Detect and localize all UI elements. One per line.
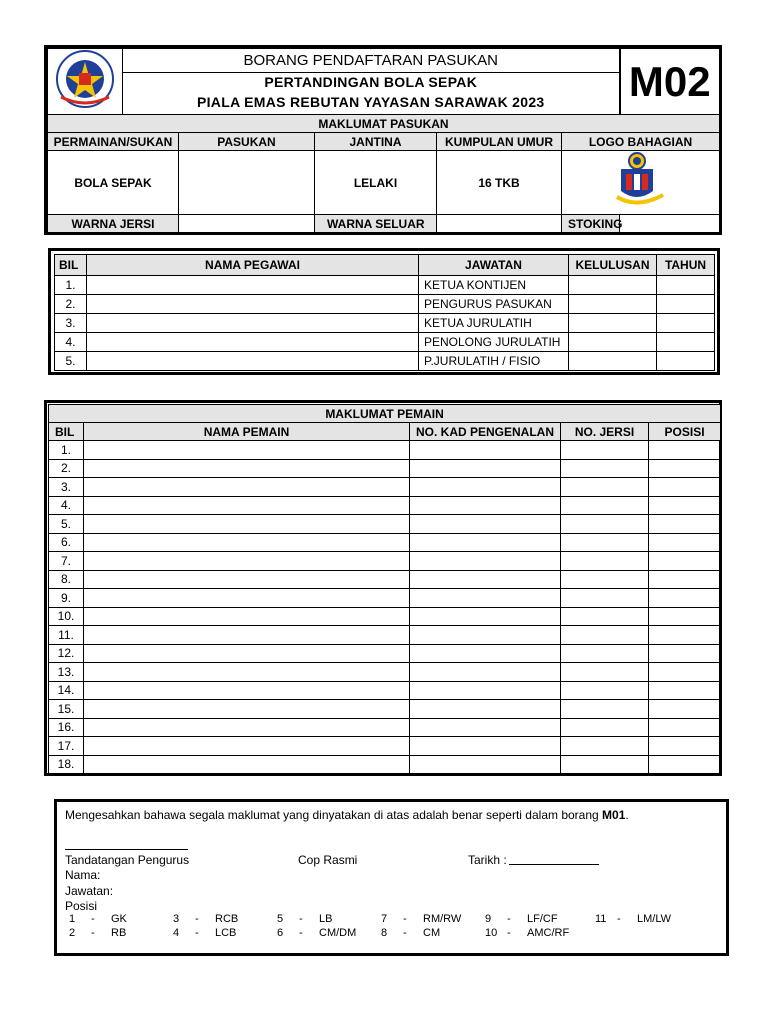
player-jersey-no-field[interactable]	[561, 478, 649, 497]
socks-field[interactable]	[620, 215, 720, 233]
position-dash: -	[91, 927, 95, 939]
player-name-field[interactable]	[84, 755, 410, 774]
player-jersey-no-field[interactable]	[561, 552, 649, 571]
player-jersey-no-field[interactable]	[561, 755, 649, 774]
player-jersey-no-field[interactable]	[561, 626, 649, 645]
player-row	[49, 478, 721, 497]
position-number: 8	[381, 927, 388, 939]
player-jersey-no-field[interactable]	[561, 459, 649, 478]
player-number: 18.	[49, 755, 84, 774]
players-ic-header: NO. KAD PENGENALAN	[410, 423, 561, 441]
player-name-field[interactable]	[84, 607, 410, 626]
player-ic-field[interactable]	[410, 478, 561, 497]
player-position-field[interactable]	[649, 663, 721, 682]
player-jersey-no-field[interactable]	[561, 607, 649, 626]
player-position-field[interactable]	[649, 700, 721, 719]
player-jersey-no-field[interactable]	[561, 700, 649, 719]
official-name-field[interactable]	[87, 314, 419, 333]
official-position: P.JURULATIH / FISIO	[419, 352, 569, 371]
players-title: MAKLUMAT PEMAIN	[49, 405, 721, 423]
official-year-field[interactable]	[657, 352, 715, 371]
player-ic-field[interactable]	[410, 700, 561, 719]
position-code: CM	[423, 927, 441, 939]
player-row	[49, 700, 721, 719]
player-position-field[interactable]	[649, 737, 721, 756]
official-row	[55, 352, 715, 371]
player-position-field[interactable]	[649, 570, 721, 589]
player-jersey-no-field[interactable]	[561, 663, 649, 682]
team-value[interactable]	[179, 151, 315, 215]
socks-label: STOKING	[562, 215, 620, 233]
player-position-field[interactable]	[649, 681, 721, 700]
player-ic-field[interactable]	[410, 626, 561, 645]
player-ic-field[interactable]	[410, 533, 561, 552]
player-number: 6.	[49, 533, 84, 552]
official-year-field[interactable]	[657, 333, 715, 352]
position-number: 9	[485, 913, 492, 925]
position-number: 11	[595, 913, 607, 925]
player-row	[49, 570, 721, 589]
player-name-field[interactable]	[84, 681, 410, 700]
shorts-color-label: WARNA SELUAR	[315, 215, 437, 233]
player-number: 9.	[49, 589, 84, 608]
player-row	[49, 755, 721, 774]
player-row	[49, 644, 721, 663]
player-number: 5.	[49, 515, 84, 534]
official-name-field[interactable]	[87, 295, 419, 314]
official-year-field[interactable]	[657, 276, 715, 295]
player-name-field[interactable]	[84, 644, 410, 663]
player-row	[49, 663, 721, 682]
player-row	[49, 496, 721, 515]
team-info-section	[44, 45, 722, 235]
official-position: PENOLONG JURULATIH	[419, 333, 569, 352]
player-position-field[interactable]	[649, 552, 721, 571]
position-number: 6	[277, 927, 284, 939]
player-jersey-no-field[interactable]	[561, 681, 649, 700]
player-name-field[interactable]	[84, 700, 410, 719]
col-sport-header: PERMAINAN/SUKAN	[48, 133, 179, 151]
position-number: 5	[277, 913, 284, 925]
player-position-field[interactable]	[649, 607, 721, 626]
player-number: 8.	[49, 570, 84, 589]
sport-value: BOLA SEPAK	[48, 151, 179, 215]
position-dash: -	[507, 913, 511, 925]
position-code: CM/DM	[319, 927, 357, 939]
official-name-field[interactable]	[87, 333, 419, 352]
player-name-field[interactable]	[84, 737, 410, 756]
position-code: LM/LW	[637, 913, 672, 925]
player-number: 2.	[49, 459, 84, 478]
player-position-field[interactable]	[649, 644, 721, 663]
player-jersey-no-field[interactable]	[561, 515, 649, 534]
association-logo	[48, 49, 123, 115]
position-dash: -	[195, 927, 199, 939]
player-position-field[interactable]	[649, 718, 721, 737]
player-number: 10.	[49, 607, 84, 626]
player-position-field[interactable]	[649, 626, 721, 645]
position-number: 10	[485, 927, 498, 939]
position-code: LB	[319, 913, 333, 925]
player-number: 11.	[49, 626, 84, 645]
officials-position-header: JAWATAN	[419, 255, 569, 276]
player-number: 13.	[49, 663, 84, 682]
players-name-header: NAMA PEMAIN	[84, 423, 410, 441]
player-row	[49, 681, 721, 700]
team-info-title: MAKLUMAT PASUKAN	[48, 115, 720, 133]
position-dash: -	[403, 927, 407, 939]
player-name-field[interactable]	[84, 459, 410, 478]
position-dash: -	[299, 913, 303, 925]
player-ic-field[interactable]	[410, 552, 561, 571]
player-number: 14.	[49, 681, 84, 700]
position-number: 1	[69, 913, 76, 925]
position-dash: -	[299, 927, 303, 939]
player-position-field[interactable]	[649, 459, 721, 478]
official-row	[55, 295, 715, 314]
player-jersey-no-field[interactable]	[561, 496, 649, 515]
officials-qualification-header: KELULUSAN	[569, 255, 657, 276]
player-number: 12.	[49, 644, 84, 663]
signature-line[interactable]	[65, 849, 188, 850]
date-line[interactable]	[509, 864, 599, 865]
player-ic-field[interactable]	[410, 718, 561, 737]
player-number: 15.	[49, 700, 84, 719]
position-number: 2	[69, 927, 76, 939]
shorts-color-field[interactable]	[437, 215, 562, 233]
official-qualification-field[interactable]	[569, 276, 657, 295]
players-position-header: POSISI	[649, 423, 721, 441]
player-name-field[interactable]	[84, 552, 410, 571]
gender-value: LELAKI	[315, 151, 437, 215]
player-position-field[interactable]	[649, 478, 721, 497]
player-number: 16.	[49, 718, 84, 737]
official-qualification-field[interactable]	[569, 295, 657, 314]
position-number: 3	[173, 913, 180, 925]
player-ic-field[interactable]	[410, 570, 561, 589]
player-ic-field[interactable]	[410, 607, 561, 626]
players-bil-header: BIL	[49, 423, 84, 441]
official-year-field[interactable]	[657, 295, 715, 314]
officials-section	[48, 248, 720, 375]
player-ic-field[interactable]	[410, 663, 561, 682]
col-gender-header: JANTINA	[315, 133, 437, 151]
official-position: KETUA JURULATIH	[419, 314, 569, 333]
age-group-value: 16 TKB	[437, 151, 562, 215]
player-ic-field[interactable]	[410, 755, 561, 774]
player-ic-field[interactable]	[410, 459, 561, 478]
player-row	[49, 552, 721, 571]
player-number: 17.	[49, 737, 84, 756]
position-number: 7	[381, 913, 388, 925]
position-code: RM/RW	[423, 913, 462, 925]
confirmation-section	[54, 799, 729, 956]
official-position: KETUA KONTIJEN	[419, 276, 569, 295]
official-position: PENGURUS PASUKAN	[419, 295, 569, 314]
player-ic-field[interactable]	[410, 737, 561, 756]
player-name-field[interactable]	[84, 626, 410, 645]
position-dash: -	[507, 927, 511, 939]
player-ic-field[interactable]	[410, 515, 561, 534]
position-code: LCB	[215, 927, 237, 939]
name-label: Nama:	[65, 868, 101, 882]
col-division-logo-header: LOGO BAHAGIAN	[562, 133, 720, 151]
position-number: 4	[173, 927, 180, 939]
trophy-name: PIALA EMAS REBUTAN YAYASAN SARAWAK 2023	[123, 91, 620, 115]
player-number: 4.	[49, 496, 84, 515]
form-code: M02	[620, 49, 720, 115]
official-name-field[interactable]	[87, 276, 419, 295]
official-name-field[interactable]	[87, 352, 419, 371]
player-jersey-no-field[interactable]	[561, 737, 649, 756]
date-label: Tarikh :	[468, 853, 507, 867]
player-position-field[interactable]	[649, 441, 721, 460]
position-dash: -	[195, 913, 199, 925]
player-jersey-no-field[interactable]	[561, 718, 649, 737]
players-section	[44, 400, 722, 776]
player-row	[49, 441, 721, 460]
col-team-header: PASUKAN	[179, 133, 315, 151]
player-name-field[interactable]	[84, 533, 410, 552]
player-row	[49, 589, 721, 608]
confirmation-statement: Mengesahkan bahawa segala maklumat yang dinyatakan di atas adalah benar seperti dalam borang M01.	[65, 808, 629, 822]
official-row	[55, 314, 715, 333]
player-name-field[interactable]	[84, 718, 410, 737]
division-logo	[562, 151, 720, 215]
player-position-field[interactable]	[649, 515, 721, 534]
player-jersey-no-field[interactable]	[561, 441, 649, 460]
player-name-field[interactable]	[84, 663, 410, 682]
official-number: 2.	[55, 295, 87, 314]
position-dash: -	[91, 913, 95, 925]
position-code: AMC/RF	[527, 927, 570, 939]
player-ic-field[interactable]	[410, 644, 561, 663]
player-number: 7.	[49, 552, 84, 571]
official-year-field[interactable]	[657, 314, 715, 333]
official-stamp-label: Cop Rasmi	[298, 853, 358, 867]
officials-name-header: NAMA PEGAWAI	[87, 255, 419, 276]
player-number: 3.	[49, 478, 84, 497]
player-row	[49, 607, 721, 626]
position-code: RB	[111, 927, 127, 939]
player-jersey-no-field[interactable]	[561, 589, 649, 608]
col-age-group-header: KUMPULAN UMUR	[437, 133, 562, 151]
official-row	[55, 333, 715, 352]
player-row	[49, 718, 721, 737]
position-code: RCB	[215, 913, 239, 925]
player-ic-field[interactable]	[410, 681, 561, 700]
official-qualification-field[interactable]	[569, 314, 657, 333]
player-ic-field[interactable]	[410, 589, 561, 608]
player-row	[49, 737, 721, 756]
player-row	[49, 459, 721, 478]
player-name-field[interactable]	[84, 589, 410, 608]
position-dash: -	[403, 913, 407, 925]
position-code: GK	[111, 913, 127, 925]
player-jersey-no-field[interactable]	[561, 644, 649, 663]
official-number: 4.	[55, 333, 87, 352]
official-row	[55, 276, 715, 295]
player-ic-field[interactable]	[410, 441, 561, 460]
posisi-label: Posisi	[65, 899, 98, 913]
jersey-color-field[interactable]	[179, 215, 315, 233]
officials-bil-header: BIL	[55, 255, 87, 276]
official-qualification-field[interactable]	[569, 352, 657, 371]
player-name-field[interactable]	[84, 478, 410, 497]
player-name-field[interactable]	[84, 441, 410, 460]
player-position-field[interactable]	[649, 755, 721, 774]
signature-label: Tandatangan Pengurus	[65, 853, 190, 867]
position-code: LF/CF	[527, 913, 558, 925]
player-name-field[interactable]	[84, 496, 410, 515]
player-position-field[interactable]	[649, 589, 721, 608]
players-jersey-no-header: NO. JERSI	[561, 423, 649, 441]
player-position-field[interactable]	[649, 533, 721, 552]
player-number: 1.	[49, 441, 84, 460]
player-jersey-no-field[interactable]	[561, 533, 649, 552]
player-name-field[interactable]	[84, 570, 410, 589]
position-label: Jawatan:	[65, 884, 114, 898]
jersey-color-label: WARNA JERSI	[48, 215, 179, 233]
player-name-field[interactable]	[84, 515, 410, 534]
player-row	[49, 515, 721, 534]
player-row	[49, 533, 721, 552]
official-number: 5.	[55, 352, 87, 371]
player-jersey-no-field[interactable]	[561, 570, 649, 589]
official-number: 1.	[55, 276, 87, 295]
player-position-field[interactable]	[649, 496, 721, 515]
officials-year-header: TAHUN	[657, 255, 715, 276]
player-row	[49, 626, 721, 645]
official-number: 3.	[55, 314, 87, 333]
form-title: BORANG PENDAFTARAN PASUKAN	[123, 49, 620, 73]
position-dash: -	[617, 913, 621, 925]
competition-name: PERTANDINGAN BOLA SEPAK	[123, 73, 620, 91]
player-ic-field[interactable]	[410, 496, 561, 515]
official-qualification-field[interactable]	[569, 333, 657, 352]
